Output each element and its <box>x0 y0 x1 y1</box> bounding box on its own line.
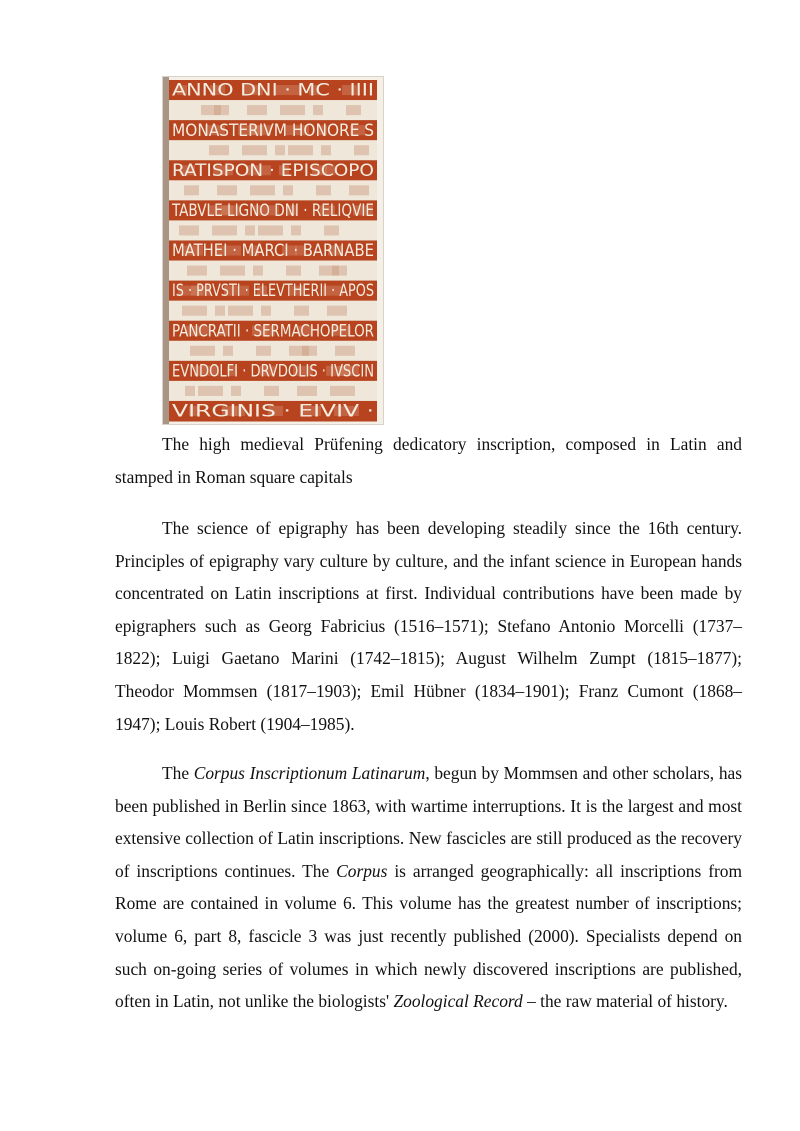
inscription-text-line: EVNDOLFI · DRVDOLIS · IVSCIN <box>172 361 374 381</box>
inscription-wear-mark <box>245 225 255 235</box>
inscription-wear-mark <box>313 105 323 115</box>
zoological-record-title: Zoological Record <box>393 991 523 1012</box>
inscription-wear-mark <box>198 386 223 396</box>
inscription-wear-mark <box>209 145 229 155</box>
inscription-text-line: VIRGINIS · EIVIV · <box>172 401 374 421</box>
inscription-wear-mark <box>231 386 241 396</box>
inscription-band-cream <box>169 100 377 121</box>
inscription-wear-mark <box>212 225 237 235</box>
paragraph-corpus <box>115 757 742 1018</box>
inscription-wear-mark <box>327 306 347 316</box>
photo-edge-left <box>163 77 169 424</box>
inscription-wear-mark <box>346 105 361 115</box>
inscription-wear-mark <box>217 185 237 195</box>
inscription-wear-mark <box>215 306 225 316</box>
inscription-wear-mark <box>256 346 271 356</box>
inscription-text-line: PANCRATII · SERMACHOPELOR <box>172 321 374 341</box>
inscription-wear-mark <box>228 306 253 316</box>
inscription-wear-mark <box>349 185 369 195</box>
inscription-band-cream <box>169 140 377 161</box>
inscription-text-line: MONASTERIVM HONORE S <box>172 120 374 140</box>
inscription-text-line: RATISPON · EPISCOPO <box>172 160 374 180</box>
inscription-wear-mark <box>321 145 331 155</box>
inscription-wear-mark <box>247 105 267 115</box>
paragraph-epigraphy-history: The science of epigraphy has been developing steadily since the 16th century. Principles of epigraphy vary culture by culture, and the infant science in European hands concentrated on Latin inscriptions at first. Individual contributions have been made by epigraphers such as Georg Fabricius (1516–1571); Stefano Antonio Morcelli (1737–1822); Luigi Gaetano Marini (1742–1815); August Wilhelm Zumpt (1815–1877); Theodor Mommsen (1817–1903); Emil Hübner (1834–1901); Franz Cumont (1868–1947); Louis Robert (1904–1985). <box>115 518 742 734</box>
inscription-wear-mark <box>220 266 245 276</box>
paragraph-corpus-seg3: – the raw material of history. <box>522 991 728 1012</box>
inscription-wear-mark <box>242 145 267 155</box>
inscription-wear-mark <box>324 225 339 235</box>
inscription-wear-mark <box>316 185 331 195</box>
inscription-wear-mark <box>258 225 283 235</box>
inscription-wear-mark <box>184 185 199 195</box>
inscription-wear-mark <box>286 266 301 276</box>
paragraph-corpus-seg1: , begun by Mommsen and other scholars, has been published in Berlin since 1863, with wartime interruptions. It is the largest and most extensive collection of Latin inscriptions. New fascicles are still produced as the recovery of inscriptions continues. The <box>115 763 743 881</box>
inscription-wear-mark <box>335 346 355 356</box>
inscription-wear-mark <box>297 386 317 396</box>
inscription-text-line: TABVLE LIGNO DNI · RELIQVIE <box>171 200 374 220</box>
inscription-text-line: ANNO DNI · MC · IIII <box>172 80 374 100</box>
inscription-wear-mark <box>250 185 275 195</box>
paragraph-corpus-seg2: is arranged geographically: all inscriptions from Rome are contained in volume 6. This volume has the greatest number of inscriptions; volume 6, part 8, fascicle 3 was just recently published (2000). Specialists depend on such on-going series of volumes in which newly discovered inscriptions are published, often in Latin, not unlike the biologists' <box>115 860 742 1012</box>
inscription-wear-mark <box>291 225 301 235</box>
inscription-wear-mark <box>185 386 195 396</box>
inscription-wear-mark <box>319 266 339 276</box>
inscription-wear-mark <box>275 145 285 155</box>
inscription-wear-mark <box>289 346 309 356</box>
inscription-wear-mark <box>190 346 215 356</box>
inscription-wear-mark <box>288 145 313 155</box>
inscription-photo <box>163 77 383 424</box>
inscription-wear-mark <box>354 145 369 155</box>
inscription-image <box>163 77 383 424</box>
inscription-wear-mark <box>182 306 207 316</box>
inscription-text-line: MATHEI · MARCI · BARNABE <box>172 241 374 261</box>
inscription-wear-mark <box>280 105 305 115</box>
inscription-wear-mark <box>179 225 199 235</box>
figure-caption: The high medieval Prüfening dedicatory inscription, composed in Latin and stamped in Roman square capitals <box>115 434 742 487</box>
inscription-text-line: IS · PRVSTI · ELEVTHERII · APOS <box>172 281 374 301</box>
corpus-short-title: Corpus <box>336 860 388 881</box>
inscription-wear-mark <box>253 266 263 276</box>
inscription-wear-mark <box>223 346 233 356</box>
inscription-wear-mark <box>201 105 221 115</box>
inscription-wear-mark <box>283 185 293 195</box>
inscription-wear-mark <box>261 306 271 316</box>
inscription-wear-mark <box>264 386 279 396</box>
corpus-title: Corpus Inscriptionum Latinarum <box>193 763 426 783</box>
inscription-wear-mark <box>330 386 355 396</box>
inscription-wear-mark <box>187 266 207 276</box>
inscription-wear-mark <box>294 306 309 316</box>
paragraph-corpus-intro: The <box>162 763 194 783</box>
